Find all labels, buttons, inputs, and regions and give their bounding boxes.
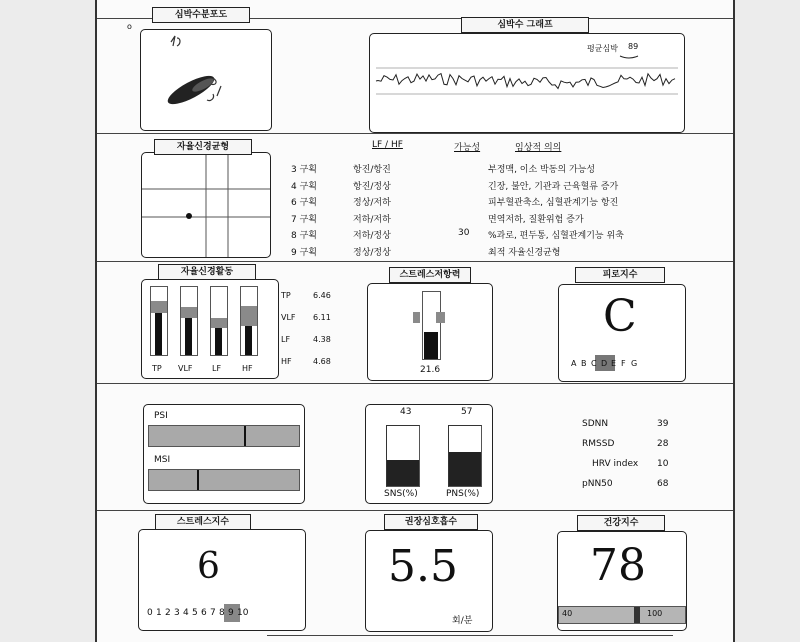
- stress-resistance-title: 스트레스저항력: [389, 267, 471, 283]
- resistance-fill: [424, 332, 438, 359]
- col-header-lfhf: LF / HF: [372, 140, 403, 150]
- ans-balance-grid: [141, 152, 271, 258]
- activity-fill: [215, 328, 222, 355]
- activity-bar-label: LF: [212, 364, 222, 373]
- balance-zone: 4 구획: [291, 181, 317, 192]
- activity-value-label: HF: [281, 357, 292, 366]
- msi-label: MSI: [154, 455, 171, 465]
- psi-msi-panel: [143, 404, 305, 504]
- hrv-label: RMSSD: [582, 439, 615, 449]
- balance-clinical: 피부혈관축소, 심혈관계기능 항진: [488, 198, 619, 208]
- divider: [97, 133, 733, 134]
- pns-label: PNS(%): [446, 489, 480, 499]
- balance-zone: 6 구획: [291, 198, 317, 208]
- resistance-bar: [422, 291, 441, 360]
- scatter-title: 심박수분포도: [152, 7, 250, 23]
- msi-marker: [197, 470, 199, 490]
- resistance-marker: [436, 312, 445, 323]
- footer-line: [267, 635, 673, 636]
- resistance-marker: [413, 312, 420, 323]
- stress-index-value: 6: [197, 546, 220, 587]
- hr-graph-panel: [369, 33, 685, 133]
- balance-grid-lines: [142, 153, 270, 257]
- sns-value: 43: [400, 407, 412, 417]
- balance-zone: 3 구획: [291, 165, 317, 175]
- hr-graph-title: 심박수 그래프: [461, 17, 589, 33]
- fatigue-scale-letter: B: [581, 359, 587, 368]
- fatigue-title: 피로지수: [575, 267, 665, 283]
- hrv-value: 28: [657, 439, 669, 449]
- divider: [97, 383, 733, 384]
- health-index-title: 건강지수: [577, 515, 665, 531]
- activity-fill: [155, 313, 162, 355]
- col-header-clinical: 임상적 의의: [515, 143, 562, 153]
- balance-lfhf: 정상/정상: [353, 247, 391, 258]
- fatigue-grade: C: [603, 291, 637, 342]
- balance-lfhf: 저하/정상: [353, 231, 391, 241]
- avg-hr-value: 89: [628, 42, 639, 51]
- balance-clinical: 긴장, 불안, 기관과 근육혈류 증가: [488, 181, 619, 192]
- sns-pns-panel: [365, 404, 493, 504]
- balance-lfhf: 정상/저하: [353, 198, 391, 208]
- health-index-value: 78: [590, 540, 646, 591]
- stress-scale-number: 8: [219, 608, 225, 618]
- stress-resistance-panel: [367, 283, 493, 381]
- breathing-panel: [365, 530, 493, 632]
- activity-gray-fill: [151, 301, 167, 313]
- hrv-label: pNN50: [582, 479, 613, 489]
- activity-value: 4.38: [313, 335, 331, 344]
- stress-scale-number: 1: [156, 608, 162, 618]
- balance-clinical: 면역저하, 질환위험 증가: [488, 214, 584, 225]
- stress-index-panel: [138, 529, 306, 631]
- health-index-panel: [557, 531, 687, 631]
- ans-balance-title: 자율신경균형: [154, 139, 252, 155]
- fatigue-scale-letter: A: [571, 359, 577, 368]
- ans-activity-panel: [141, 279, 279, 379]
- activity-gray-fill: [181, 307, 197, 318]
- hr-waveform: [370, 34, 684, 132]
- balance-clinical: 부정맥, 이소 박동의 가능성: [488, 165, 596, 175]
- activity-value-label: TP: [281, 291, 291, 300]
- stress-scale-number: 3: [174, 608, 180, 618]
- ans-activity-title: 자율신경활동: [158, 264, 256, 280]
- psi-marker: [244, 426, 246, 446]
- activity-bar-label: VLF: [178, 364, 193, 373]
- activity-gray-fill: [211, 318, 227, 328]
- stress-scale-number: 9: [228, 608, 234, 618]
- pns-value: 57: [461, 407, 473, 417]
- balance-zone: 8 구획: [291, 231, 317, 241]
- fatigue-scale-letter: C: [591, 359, 597, 368]
- hrv-value: 39: [657, 419, 669, 429]
- balance-lfhf: 항진/항진: [353, 165, 391, 175]
- balance-zone: 9 구획: [291, 247, 317, 258]
- hrv-value: 68: [657, 479, 669, 489]
- breathing-unit: 회/분: [452, 616, 473, 626]
- scatter-plot: [141, 30, 271, 130]
- stress-index-title: 스트레스지수: [155, 514, 251, 530]
- balance-clinical: 최적 자율신경균형: [488, 247, 561, 258]
- scatter-panel: [140, 29, 272, 131]
- hrv-value: 10: [657, 459, 669, 469]
- avg-hr-label: 평균심박: [587, 44, 618, 53]
- activity-bar: [180, 286, 198, 356]
- psi-label: PSI: [154, 411, 168, 421]
- activity-fill: [245, 326, 252, 355]
- activity-bar-label: TP: [152, 364, 162, 373]
- hrv-label: HRV index: [592, 459, 639, 469]
- activity-value-label: LF: [281, 335, 291, 344]
- divider: [97, 510, 733, 511]
- breathing-title: 권장심호흡수: [384, 514, 478, 530]
- psi-bar: [148, 425, 300, 447]
- stress-scale-number: 6: [201, 608, 207, 618]
- msi-bar: [148, 469, 300, 491]
- fatigue-panel: [558, 284, 686, 382]
- health-low-label: 40: [562, 609, 573, 618]
- balance-zone: 7 구획: [291, 214, 317, 225]
- scatter-mark: ο: [127, 22, 132, 31]
- stress-scale-number: 7: [210, 608, 216, 618]
- activity-bar: [210, 286, 228, 356]
- health-high-label: 100: [647, 609, 663, 618]
- pns-bar: [448, 425, 482, 487]
- breathing-value: 5.5: [388, 541, 458, 592]
- activity-value-label: VLF: [281, 313, 296, 322]
- activity-bar-label: HF: [242, 364, 253, 373]
- fatigue-scale-letter: F: [621, 359, 626, 368]
- balance-lfhf: 저하/저하: [353, 214, 391, 225]
- stress-resistance-value: 21.6: [420, 365, 441, 375]
- stress-scale-number: 5: [192, 608, 198, 618]
- sns-bar: [386, 425, 420, 487]
- report-sheet: [95, 0, 735, 642]
- hrv-label: SDNN: [582, 419, 609, 429]
- stress-scale-number: 10: [237, 608, 249, 618]
- fatigue-scale-letter: E: [611, 359, 617, 368]
- pns-fill: [449, 452, 481, 486]
- divider: [97, 261, 733, 262]
- activity-value: 6.11: [313, 313, 331, 322]
- activity-bar: [150, 286, 168, 356]
- sns-label: SNS(%): [384, 489, 418, 499]
- balance-possibility: 30: [458, 228, 470, 238]
- stress-scale-number: 2: [165, 608, 171, 618]
- balance-lfhf: 항진/정상: [353, 181, 391, 192]
- health-bar: [558, 606, 686, 624]
- fatigue-scale-letter: D: [601, 359, 608, 368]
- activity-bar: [240, 286, 258, 356]
- health-marker: [634, 607, 640, 623]
- activity-gray-fill: [241, 306, 257, 326]
- activity-fill: [185, 318, 192, 355]
- activity-value: 6.46: [313, 291, 331, 300]
- stress-scale-number: 4: [183, 608, 189, 618]
- activity-value: 4.68: [313, 357, 331, 366]
- balance-clinical: %과로, 편두통, 심혈관계기능 위축: [488, 231, 624, 241]
- col-header-possibility: 가능성: [454, 143, 481, 153]
- stress-scale-number: 0: [147, 608, 153, 618]
- sns-fill: [387, 460, 419, 486]
- fatigue-scale-letter: G: [631, 359, 638, 368]
